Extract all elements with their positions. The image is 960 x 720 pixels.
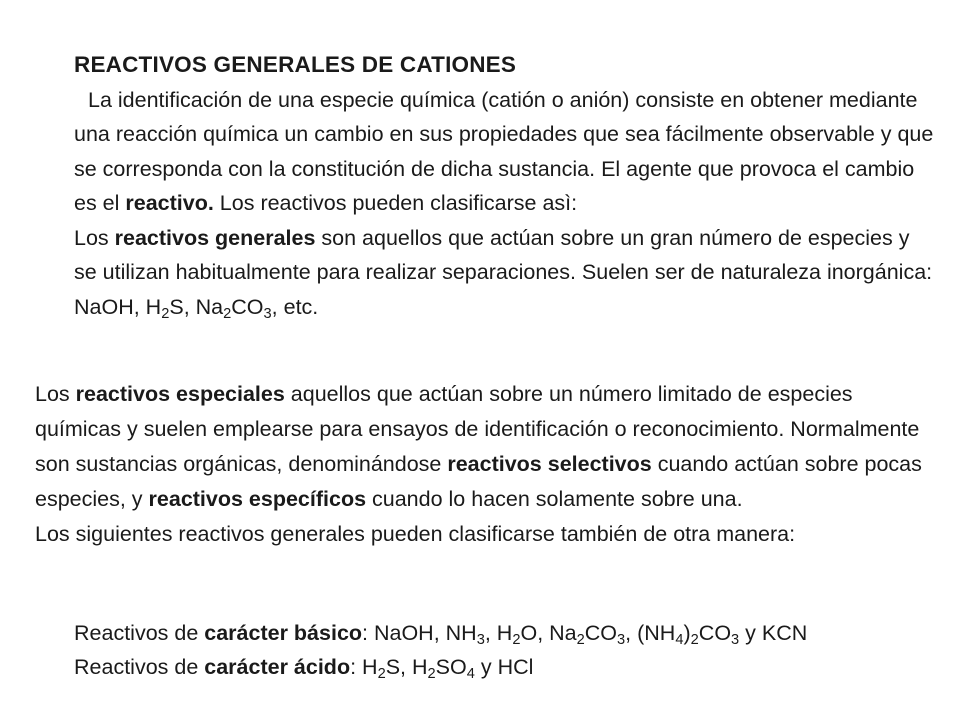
classification-list	[74, 616, 954, 684]
subscript: 2	[377, 666, 386, 683]
intro-paragraph	[74, 83, 934, 221]
acido-bold: carácter ácido	[204, 655, 351, 679]
generales-text-5: , etc.	[271, 294, 319, 319]
subscript: 3	[731, 632, 740, 649]
selectivos-bold: reactivos selectivos	[447, 452, 652, 476]
subscript: 2	[223, 305, 232, 322]
subscript: 3	[617, 632, 626, 649]
basico-bold: carácter básico	[204, 621, 363, 645]
intro-text-1: La identificación de una especie química (catión o anión) consiste en obtener mediante una reacción química un cambio en sus propiedades que sea fácilmente observable y que se corresponda con la constitución de dicha sustancia. El agente que provoca el cambio es el	[74, 87, 934, 215]
secondary-text-block	[35, 377, 935, 552]
generales-text-1: Los	[74, 225, 115, 250]
intro-bold-reactivo: reactivo.	[125, 191, 214, 215]
especiales-text-1: Los	[35, 382, 76, 406]
subscript: 2	[161, 305, 170, 322]
especiales-paragraph	[35, 377, 935, 517]
basico-line	[74, 616, 954, 650]
acido-text-2: : H	[350, 655, 378, 679]
especificos-bold: reactivos específicos	[148, 487, 367, 511]
acido-text-1: Reactivos de	[74, 655, 205, 679]
generales-paragraph	[74, 221, 934, 325]
basico-text-3: , H	[484, 621, 513, 645]
title-text: REACTIVOS GENERALES DE CATIONES	[74, 52, 517, 77]
subscript: 3	[476, 632, 485, 649]
subscript: 3	[263, 305, 272, 322]
basico-text-6: , (NH	[625, 621, 676, 645]
acido-text-5: y HCl	[474, 655, 534, 679]
otra-manera-paragraph: Los siguientes reactivos generales pueden clasificarse también de otra manera:	[35, 522, 796, 546]
generales-text-3: S, Na	[169, 294, 224, 319]
basico-text-5: CO	[584, 621, 618, 645]
subscript: 2	[576, 632, 585, 649]
especiales-text-2: aquellos que actúan sobre un número limitado de especies químicas y suelen emplearse para ensayos de identificación o reconocimiento. Normalmente son sustancias orgánicas, denominándose	[35, 382, 920, 476]
generales-text-4: CO	[231, 294, 264, 319]
basico-text-4: O, Na	[520, 621, 577, 645]
slide-title	[74, 48, 934, 83]
generales-bold: reactivos generales	[114, 225, 316, 250]
especiales-bold: reactivos especiales	[75, 382, 285, 406]
acido-text-3: S, H	[385, 655, 428, 679]
subscript: 4	[466, 666, 475, 683]
basico-text-2: : NaOH, NH	[362, 621, 477, 645]
subscript: 2	[512, 632, 521, 649]
intro-text-2: Los reactivos pueden clasificarse asì:	[213, 191, 578, 215]
generales-text-2: son aquellos que actúan sobre un gran número de especies y se utilizan habitualmente para realizar separaciones. Suelen ser de naturaleza inorgánica: NaOH, H	[74, 225, 933, 319]
basico-text-8: CO	[698, 621, 732, 645]
main-text-block	[74, 48, 934, 324]
subscript: 2	[690, 632, 699, 649]
especiales-text-4: cuando lo hacen solamente sobre una.	[366, 487, 743, 511]
basico-text-9: y KCN	[739, 621, 808, 645]
subscript: 4	[675, 632, 684, 649]
especiales-text-3: cuando actúan sobre pocas especies, y	[35, 452, 922, 511]
basico-text-7: )	[683, 621, 691, 645]
subscript: 2	[427, 666, 436, 683]
basico-text-1: Reactivos de	[74, 621, 205, 645]
acido-line	[74, 650, 954, 684]
acido-text-4: SO	[435, 655, 467, 679]
